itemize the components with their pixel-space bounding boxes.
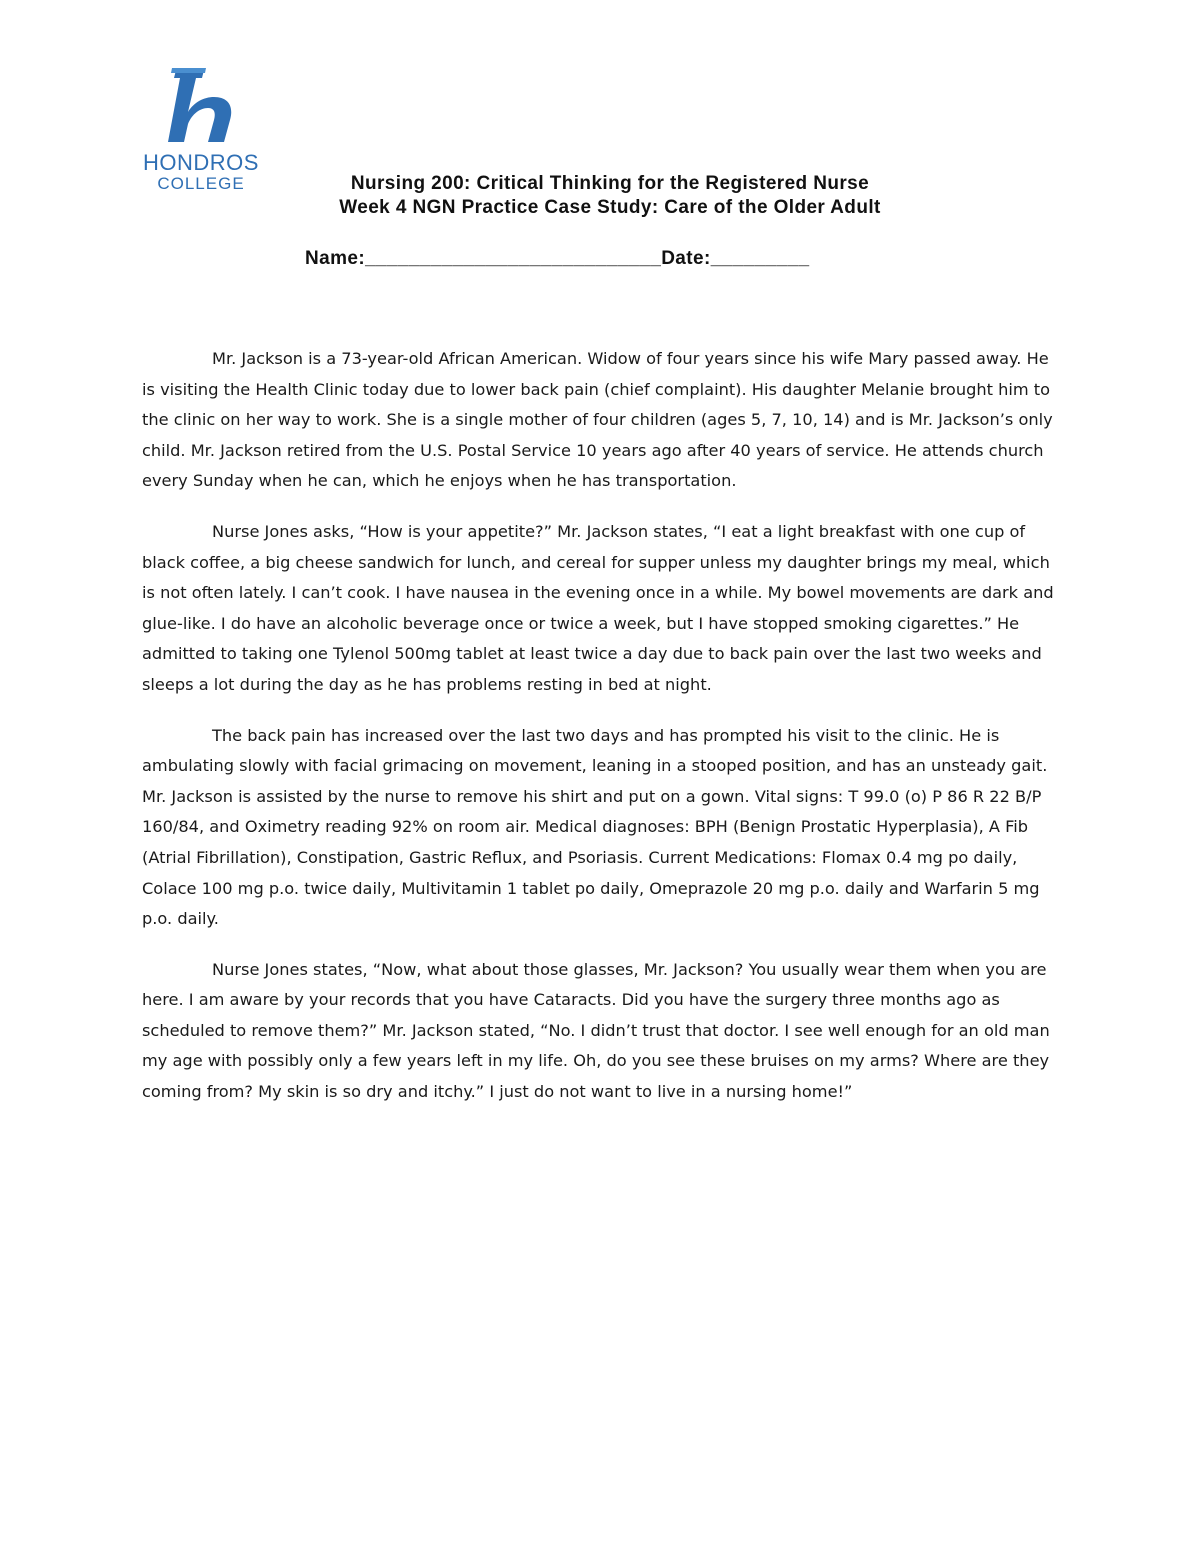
h-logo-icon <box>136 64 266 148</box>
document-subtitle: Week 4 NGN Practice Case Study: Care of the Older Adult <box>339 197 881 218</box>
date-blank: _________ <box>710 248 810 269</box>
name-date-line <box>305 248 809 270</box>
document-title: Nursing 200: Critical Thinking for the Registered Nurse <box>350 173 870 194</box>
paragraph-2: Nurse Jones asks, “How is your appetite?” Mr. Jackson states, “I eat a light breakfast with one cup of black coffee, a big cheese sandwich for lunch, and cereal for supper unless my daughter brings my meal, which is not often lately. I can’t cook. I have nausea in the evening once in a while. My bowel movements are dark and glue-like. I do have an alcoholic beverage once or twice a week, but I have stopped smoking cigarettes.” He admitted to taking one Tylenol 500mg tablet at least twice a day due to back pain over the last two weeks and sleeps a lot during the day as he has problems resting in bed at night. <box>142 521 1054 694</box>
name-label: Name: <box>305 248 366 269</box>
paragraph-3: The back pain has increased over the last two days and has prompted his visit to the clinic. He is ambulating slowly with facial grimacing on movement, leaning in a stooped position, and has an unsteady gait. Mr. Jackson is assisted by the nurse to remove his shirt and put on a gown. Vital signs: T 99.0 (o) P 86 R 22 B/P 160/84, and Oximetry reading 92% on room air. Medical diagnoses: BPH (Benign Prostatic Hyperplasia), A Fib (Atrial Fibrillation), Constipation, Gastric Reflux, and Psoriasis. Current Medications: Flomax 0.4 mg po daily, Colace 100 mg p.o. twice daily, Multivitamin 1 tablet po daily, Omeprazole 20 mg p.o. daily and Warfarin 5 mg p.o. daily. <box>142 725 1048 929</box>
logo-subtitle: COLLEGE <box>157 174 245 193</box>
paragraph-1: Mr. Jackson is a 73-year-old African American. Widow of four years since his wife Mary passed away. He is visiting the Health Clinic today due to lower back pain (chief complaint). His daughter Melanie brought him to the clinic on her way to work. She is a single mother of four children (ages 5, 7, 10, 14) and is Mr. Jackson’s only child. Mr. Jackson retired from the U.S. Postal Service 10 years ago after 40 years of service. He attends church every Sunday when he can, which he enjoys when he has transportation. <box>142 349 1053 491</box>
case-study-body <box>142 344 1062 1128</box>
logo-wordmark: HONDROS <box>143 150 259 175</box>
name-blank: ___________________________ <box>365 248 662 269</box>
paragraph-4: Nurse Jones states, “Now, what about those glasses, Mr. Jackson? You usually wear them when you are here. I am aware by your records that you have Cataracts. Did you have the surgery three months ago as scheduled to remove them?” Mr. Jackson stated, “No. I didn’t trust that doctor. I see well enough for an old man my age with possibly only a few years left in my life. Oh, do you see these bruises on my arms? Where are they coming from? My skin is so dry and itchy.” I just do not want to live in a nursing home!” <box>142 959 1050 1102</box>
date-label: Date: <box>661 248 711 269</box>
